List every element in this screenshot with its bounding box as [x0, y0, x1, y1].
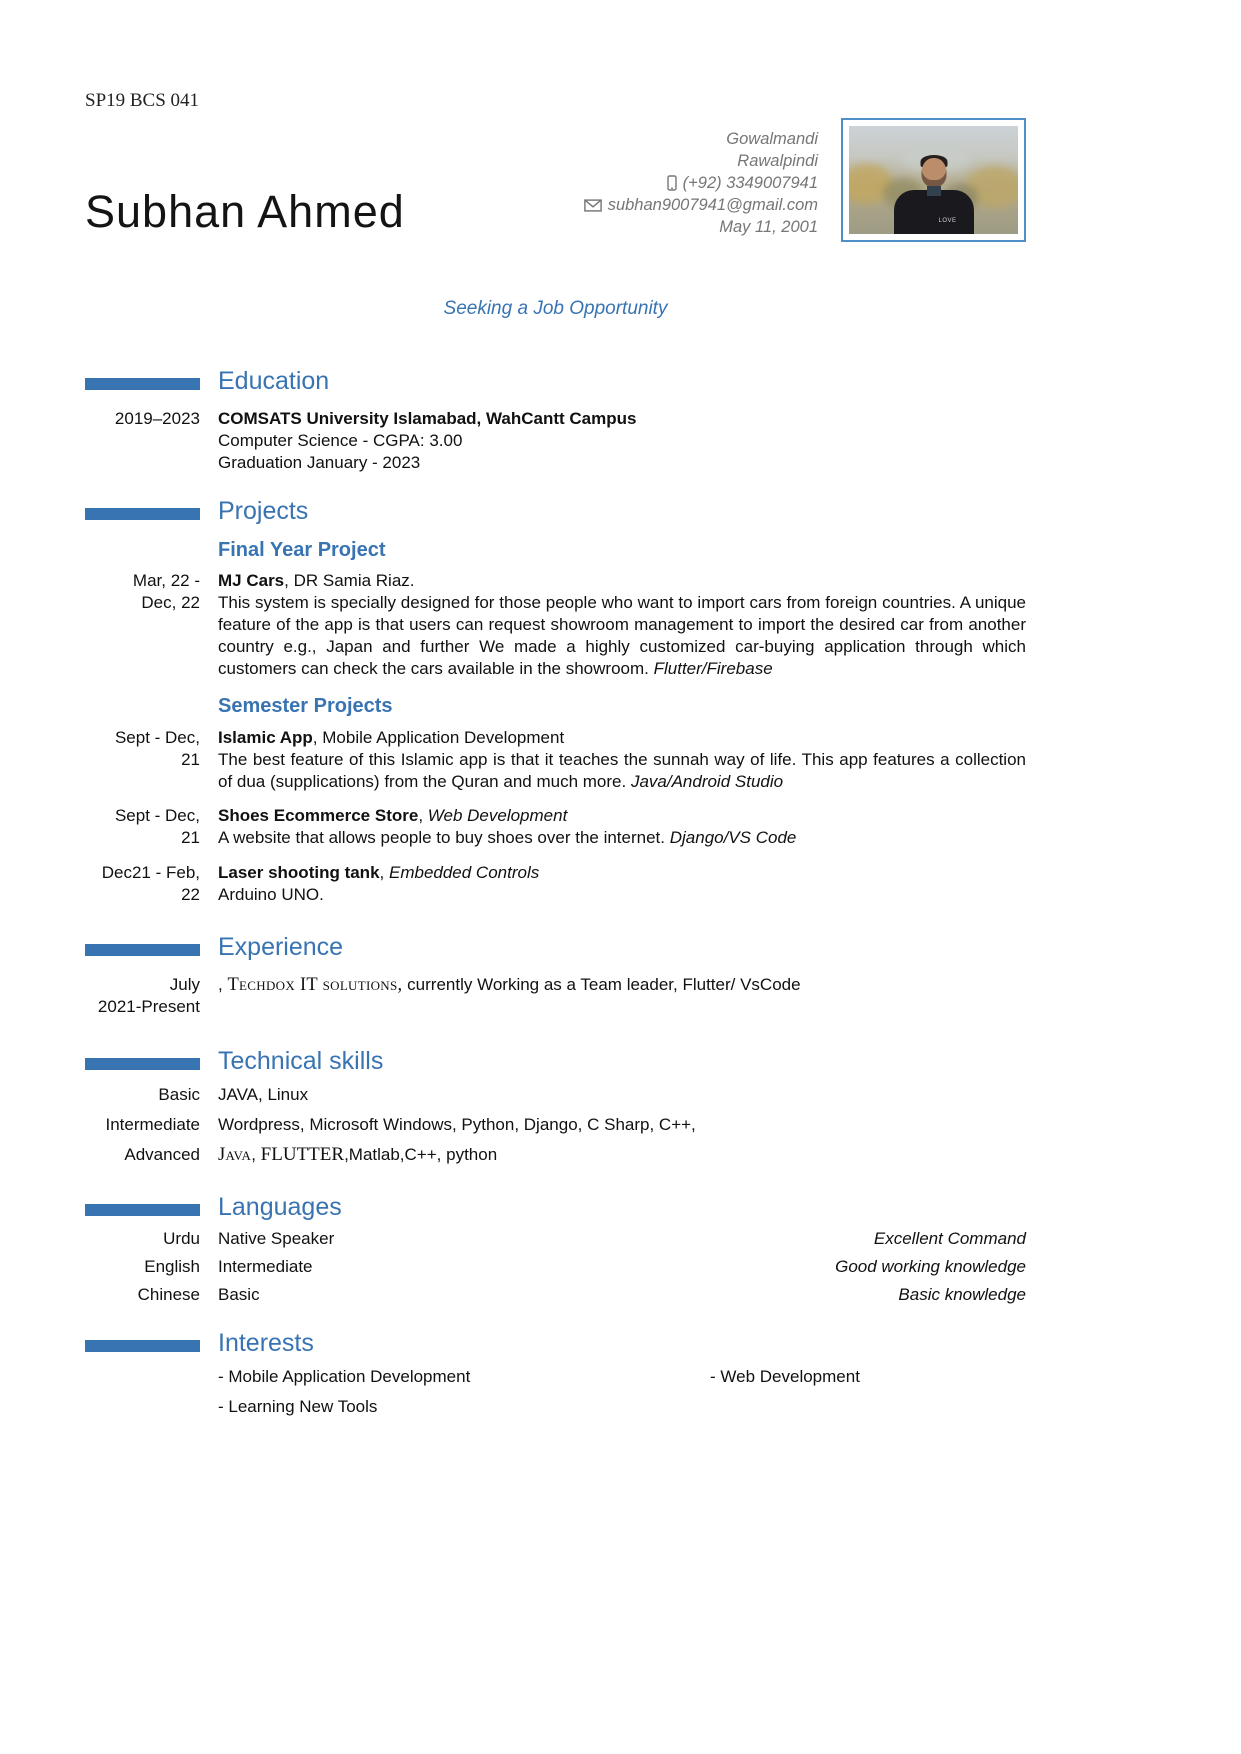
skill-value: Wordpress, Microsoft Windows, Python, Django, C Sharp, C++, [218, 1115, 696, 1134]
project-name: Islamic App [218, 728, 313, 747]
project-date [85, 805, 200, 849]
language-level: Basic [218, 1285, 260, 1304]
phone-number: (+92) 3349007941 [682, 174, 818, 192]
skill-value [218, 1144, 1026, 1166]
project-subtitle-separator: , [418, 806, 428, 825]
resume-header [85, 90, 1026, 250]
skill-level: Basic [158, 1085, 200, 1104]
address-line-1: Gowalmandi [726, 130, 818, 148]
candidate-name: Subhan Ahmed [85, 186, 405, 237]
profile-photo-image [849, 126, 1018, 234]
project-date-line1: Mar, 22 - [132, 571, 200, 590]
person-jacket [894, 190, 974, 234]
project-date-line1: Sept - Dec, [114, 728, 200, 747]
project-date-line2: 22 [181, 885, 200, 904]
project-subtitle-separator: , [379, 863, 389, 882]
experience-date-line1: July [169, 975, 200, 994]
email-address: subhan9007941@gmail.com [607, 196, 818, 214]
skill-level: Advanced [124, 1145, 200, 1164]
project-subtitle: Web Development [427, 806, 568, 825]
skill-flutter-caps: FLUTTER [260, 1144, 345, 1165]
language-name: Urdu [163, 1229, 200, 1248]
semester-projects-heading-row [85, 694, 1026, 718]
interest-item-web-development: - Web Development [710, 1367, 860, 1386]
section-education-header [85, 366, 1026, 396]
skill-row-basic [85, 1084, 1026, 1106]
experience-entry [85, 974, 1026, 1018]
section-bar-languages [85, 1204, 200, 1216]
experience-detail-line [218, 974, 1026, 1018]
project-description-text: A website that allows people to buy shoes over the internet. [218, 828, 665, 847]
section-title-education: Education [218, 367, 330, 395]
project-description-text: This system is specially designed for those people who want to import cars from foreign countries. A unique feature of the app is that users can request showroom management to import the desired car from another country e.g., Japan and further We made a highly customized car-buying application through which customers can check the cars available in the showroom. [218, 593, 1026, 678]
experience-date [85, 974, 200, 1018]
email-icon [584, 199, 602, 212]
project-entry-islamic-app [85, 727, 1026, 793]
skill-row-intermediate [85, 1114, 1026, 1136]
experience-prefix: , [218, 975, 228, 994]
section-title-experience: Experience [218, 933, 344, 961]
project-subtitle: , Mobile Application Development [312, 728, 565, 747]
section-bar-interests [85, 1340, 200, 1352]
project-title-line [218, 862, 1026, 884]
education-institution: COMSATS University Islamabad, WahCantt Campus [218, 409, 637, 428]
skill-separator: , [251, 1145, 261, 1164]
project-date [85, 727, 200, 793]
section-title-projects: Projects [218, 497, 309, 525]
photo-person [892, 158, 976, 234]
project-entry-laser-tank [85, 862, 1026, 906]
person-collar [927, 186, 941, 196]
language-comment: Good working knowledge [835, 1257, 1026, 1276]
project-description [218, 827, 1026, 849]
tagline: Seeking a Job Opportunity [443, 298, 668, 319]
project-description [218, 592, 1026, 680]
project-date-line2: 21 [181, 750, 200, 769]
student-id: SP19 BCS 041 [85, 90, 200, 111]
project-entry-shoes-store [85, 805, 1026, 849]
experience-company: Techdox IT solutions, [227, 975, 403, 995]
language-comment: Excellent Command [873, 1229, 1026, 1248]
education-entry [85, 408, 1026, 474]
project-title-line [218, 727, 1026, 749]
email-line [584, 194, 818, 216]
skill-level: Intermediate [105, 1115, 200, 1134]
section-bar-education [85, 378, 200, 390]
project-date [85, 862, 200, 906]
project-subtitle: Embedded Controls [388, 863, 540, 882]
section-experience-header [85, 932, 1026, 962]
section-languages-header [85, 1192, 1026, 1222]
project-title-line [218, 570, 1026, 592]
project-title-line [218, 805, 1026, 827]
project-description [218, 884, 1026, 906]
section-title-languages: Languages [218, 1193, 342, 1221]
project-date-line1: Dec21 - Feb, [101, 863, 200, 882]
language-name: Chinese [137, 1285, 200, 1304]
project-name: Shoes Ecommerce Store [218, 806, 419, 825]
language-name: English [144, 1257, 200, 1276]
experience-role: currently Working as a Team leader, Flutter/ VsCode [402, 975, 801, 994]
interest-item-learning-tools: - Learning New Tools [218, 1397, 378, 1416]
section-title-skills: Technical skills [218, 1047, 384, 1075]
skill-value: JAVA, Linux [218, 1085, 309, 1104]
project-tech: Django/VS Code [669, 828, 797, 847]
project-name: MJ Cars [218, 571, 285, 590]
project-tech: Flutter/Firebase [653, 659, 773, 678]
language-level: Intermediate [218, 1257, 313, 1276]
project-description-text: Arduino UNO. [218, 885, 324, 904]
project-date [85, 570, 200, 680]
section-bar-skills [85, 1058, 200, 1070]
project-date-line2: Dec, 22 [141, 593, 200, 612]
section-projects-header [85, 496, 1026, 526]
language-row-chinese [85, 1284, 1026, 1306]
education-graduation: Graduation January - 2023 [218, 453, 421, 472]
profile-photo [841, 118, 1026, 242]
jacket-text: LOVE [938, 218, 957, 224]
section-title-interests: Interests [218, 1329, 314, 1357]
language-row-english [85, 1256, 1026, 1278]
experience-date-line2: 2021-Present [97, 997, 200, 1016]
section-skills-header [85, 1046, 1026, 1076]
final-year-project-heading: Final Year Project [218, 539, 386, 561]
section-bar-projects [85, 508, 200, 520]
language-row-urdu [85, 1228, 1026, 1250]
project-date-line2: 21 [181, 828, 200, 847]
project-description-text: The best feature of this Islamic app is that it teaches the sunnah way of life. This app features a collection of dua (supplications) from the Quran and much more. [218, 750, 1026, 791]
education-years: 2019–2023 [114, 409, 200, 428]
project-entry-mj-cars [85, 570, 1026, 680]
education-degree: Computer Science - CGPA: 3.00 [218, 431, 463, 450]
contact-block [584, 128, 818, 238]
section-interests-header [85, 1328, 1026, 1358]
language-comment: Basic knowledge [898, 1285, 1026, 1304]
semester-projects-heading: Semester Projects [218, 695, 393, 717]
project-description [218, 749, 1026, 793]
address-line-2: Rawalpindi [737, 152, 818, 170]
interest-item-mobile-development: - Mobile Application Development [218, 1367, 471, 1386]
final-year-project-heading-row [85, 538, 1026, 562]
project-tech: Java/Android Studio [630, 772, 784, 791]
language-level: Native Speaker [218, 1229, 335, 1248]
section-bar-experience [85, 944, 200, 956]
project-subtitle: , DR Samia Riaz. [284, 571, 415, 590]
project-name: Laser shooting tank [218, 863, 380, 882]
phone-line [584, 172, 818, 194]
birthdate: May 11, 2001 [719, 218, 818, 236]
skill-row-advanced [85, 1144, 1026, 1166]
interests-rows [85, 1358, 1026, 1418]
mobile-phone-icon [667, 175, 677, 191]
person-head [921, 158, 946, 187]
skill-rest: ,Matlab,C++, python [344, 1145, 498, 1164]
project-date-line1: Sept - Dec, [114, 806, 200, 825]
skill-java-smallcaps: Java [218, 1145, 252, 1165]
